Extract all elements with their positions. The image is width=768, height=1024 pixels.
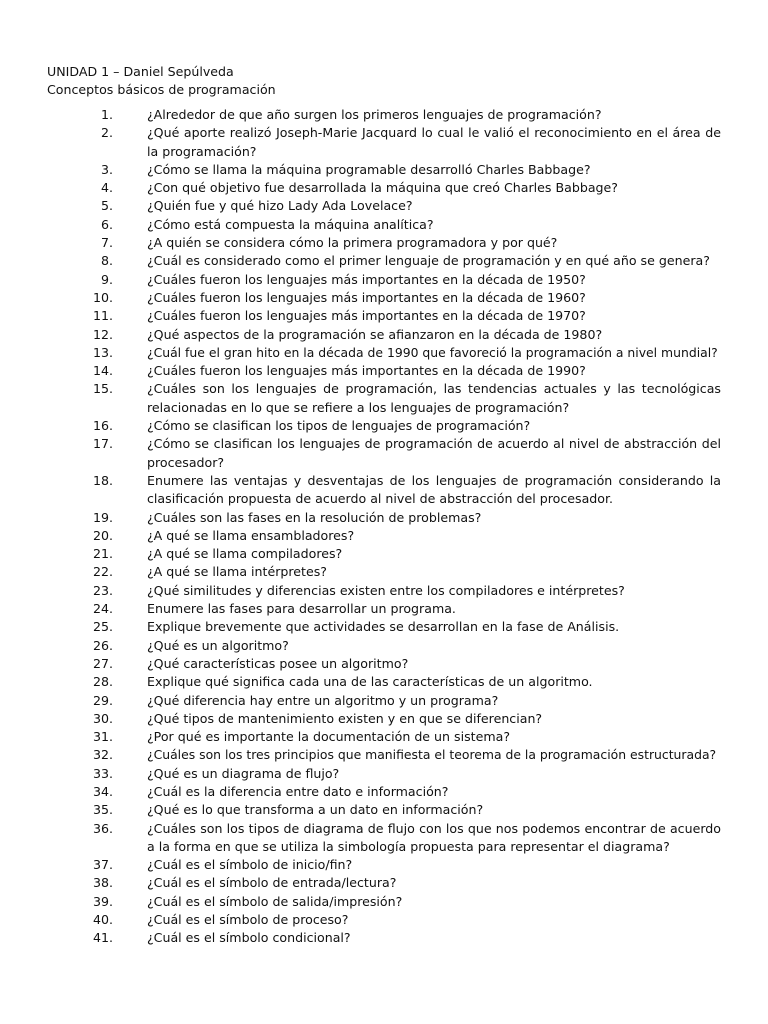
question-number: 23. <box>92 582 113 598</box>
question-item <box>47 179 721 197</box>
question-item <box>47 161 721 179</box>
question-text: ¿Qué características posee un algoritmo? <box>147 655 409 671</box>
question-number-gap <box>114 509 147 527</box>
document-subtitle: Conceptos básicos de programación <box>47 82 276 98</box>
question-number-gap <box>114 746 147 764</box>
question-item <box>47 710 721 728</box>
question-number: 11. <box>92 308 113 324</box>
question-item <box>47 271 721 289</box>
question-text: ¿Cuál es el símbolo de inicio/fin? <box>147 857 353 873</box>
question-number-gap <box>114 582 147 600</box>
question-number: 13. <box>92 344 113 360</box>
question-item <box>47 673 721 691</box>
question-number-gap <box>114 692 147 710</box>
question-number-gap <box>114 216 147 234</box>
question-text: Explique qué significa cada una de las características de un algoritmo. <box>147 674 593 690</box>
question-number: 38. <box>92 875 113 891</box>
question-number: 40. <box>92 912 113 928</box>
question-text: ¿Qué es un diagrama de flujo? <box>147 765 340 781</box>
question-number-gap <box>114 179 147 197</box>
question-number-gap <box>114 874 147 892</box>
question-number: 37. <box>92 857 113 873</box>
question-text: ¿Qué similitudes y diferencias existen entre los compiladores e intérpretes? <box>147 582 625 598</box>
question-number: 34. <box>92 783 113 799</box>
question-number: 31. <box>92 729 113 745</box>
question-item <box>47 252 721 270</box>
question-number-gap <box>114 161 147 179</box>
question-text: ¿Cómo se llama la máquina programable desarrolló Charles Babbage? <box>147 161 591 177</box>
question-number: 24. <box>92 601 113 617</box>
question-number: 27. <box>92 655 113 671</box>
question-item <box>47 380 721 417</box>
question-number-gap <box>114 618 147 636</box>
question-text: ¿Cuál fue el gran hito en la década de 1990 que favoreció la programación a nivel mundial? <box>147 344 718 360</box>
question-number-gap <box>114 307 147 325</box>
question-item <box>47 893 721 911</box>
question-number-gap <box>114 637 147 655</box>
question-number: 26. <box>92 637 113 653</box>
question-number-gap <box>114 545 147 563</box>
question-text: ¿Qué aporte realizó Joseph-Marie Jacquard lo cual le valió el reconocimiento en el área de la programación? <box>147 125 721 159</box>
question-item <box>47 563 721 581</box>
question-item <box>47 124 721 161</box>
question-text: ¿Alrededor de que año surgen los primeros lenguajes de programación? <box>147 107 602 122</box>
question-number: 2. <box>100 125 113 141</box>
document-header <box>47 63 727 100</box>
question-item <box>47 362 721 380</box>
question-number: 4. <box>100 180 113 196</box>
question-number: 14. <box>92 363 113 379</box>
question-number: 3. <box>100 161 113 177</box>
question-item <box>47 545 721 563</box>
question-number-gap <box>114 124 147 161</box>
question-item <box>47 929 721 947</box>
question-number-gap <box>114 362 147 380</box>
question-number-gap <box>114 527 147 545</box>
question-item <box>47 326 721 344</box>
question-text: ¿Cómo se clasifican los lenguajes de programación de acuerdo al nivel de abstracción del procesador? <box>147 436 721 470</box>
question-number: 29. <box>92 692 113 708</box>
question-item <box>47 600 721 618</box>
question-number: 41. <box>92 930 113 946</box>
question-number-gap <box>114 929 147 947</box>
question-number-gap <box>114 563 147 581</box>
question-item <box>47 856 721 874</box>
question-number: 9. <box>100 271 113 287</box>
question-text: ¿Qué tipos de mantenimiento existen y en que se diferencian? <box>147 710 543 726</box>
question-number-gap <box>114 326 147 344</box>
question-text: ¿Con qué objetivo fue desarrollada la máquina que creó Charles Babbage? <box>147 180 618 196</box>
question-number: 20. <box>92 527 113 543</box>
question-item <box>47 655 721 673</box>
question-number: 32. <box>92 747 113 763</box>
question-number-gap <box>114 289 147 307</box>
question-item <box>47 289 721 307</box>
question-text: Enumere las ventajas y desventajas de los lenguajes de programación considerando la clasificación propuesta de acuerdo al nivel de abstracción del procesador. <box>147 472 721 507</box>
question-number: 39. <box>92 893 113 909</box>
question-item <box>47 618 721 636</box>
question-item <box>47 435 721 472</box>
question-text: ¿Cuáles son las fases en la resolución de problemas? <box>147 509 482 525</box>
question-text: ¿A qué se llama compiladores? <box>147 546 343 562</box>
question-number-gap <box>114 911 147 929</box>
question-number: 17. <box>92 436 113 452</box>
question-number: 22. <box>92 564 113 580</box>
question-number-gap <box>114 820 147 857</box>
question-item <box>47 820 721 857</box>
question-item <box>47 307 721 325</box>
question-number-gap <box>114 801 147 819</box>
question-number-gap <box>114 417 147 435</box>
question-text: ¿A qué se llama intérpretes? <box>147 564 327 580</box>
question-item <box>47 728 721 746</box>
question-item <box>47 692 721 710</box>
question-text: ¿Qué es lo que transforma a un dato en información? <box>147 802 484 818</box>
question-number-gap <box>114 673 147 691</box>
question-number-gap <box>114 472 147 509</box>
question-number-gap <box>114 783 147 801</box>
question-text: ¿Cuál es el símbolo de salida/impresión? <box>147 893 403 909</box>
question-text: ¿Cómo está compuesta la máquina analítica? <box>147 216 434 232</box>
question-item <box>47 216 721 234</box>
question-number: 1. <box>100 107 113 122</box>
question-text: ¿Cuál es el símbolo condicional? <box>147 930 351 946</box>
question-text: ¿Cuáles fueron los lenguajes más importantes en la década de 1990? <box>147 363 586 379</box>
question-item <box>47 637 721 655</box>
question-item <box>47 472 721 509</box>
question-text: ¿Cuáles son los tipos de diagrama de flujo con los que nos podemos encontrar de acuerdo a la forma en que se utiliza la simbología propuesta para representar el diagrama? <box>147 820 721 854</box>
question-item <box>47 344 721 362</box>
question-number: 5. <box>100 198 113 214</box>
question-item <box>47 527 721 545</box>
question-number: 15. <box>92 381 113 397</box>
question-list <box>47 106 721 948</box>
question-number-gap <box>114 893 147 911</box>
question-item <box>47 582 721 600</box>
question-number-gap <box>114 655 147 673</box>
question-number-gap <box>114 728 147 746</box>
question-number-gap <box>114 435 147 472</box>
question-item <box>47 783 721 801</box>
question-number: 28. <box>92 674 113 690</box>
question-number-gap <box>114 856 147 874</box>
question-number: 10. <box>92 289 113 305</box>
question-number-gap <box>114 344 147 362</box>
question-number-gap <box>114 234 147 252</box>
question-number-gap <box>114 710 147 728</box>
question-number: 6. <box>100 216 113 232</box>
question-number: 36. <box>92 820 113 836</box>
question-number: 25. <box>92 619 113 635</box>
question-text: ¿Quién fue y qué hizo Lady Ada Lovelace? <box>147 198 413 214</box>
question-text: ¿Qué diferencia hay entre un algoritmo y un programa? <box>147 692 499 708</box>
question-item <box>47 234 721 252</box>
question-number-gap <box>114 106 147 124</box>
question-text: ¿A quién se considera cómo la primera programadora y por qué? <box>147 235 558 251</box>
question-number: 30. <box>92 710 113 726</box>
question-number: 21. <box>92 546 113 562</box>
question-number: 7. <box>100 235 113 251</box>
question-text: Enumere las fases para desarrollar un programa. <box>147 601 456 617</box>
question-text: ¿Cuál es considerado como el primer lenguaje de programación y en qué año se genera? <box>147 253 710 269</box>
question-item <box>47 911 721 929</box>
question-number: 18. <box>92 472 113 488</box>
question-item <box>47 801 721 819</box>
question-item <box>47 765 721 783</box>
question-number: 12. <box>92 326 113 342</box>
question-text: Explique brevemente que actividades se desarrollan en la fase de Análisis. <box>147 619 620 635</box>
question-text: ¿Cuál es el símbolo de proceso? <box>147 912 349 928</box>
question-item <box>47 874 721 892</box>
question-text: ¿Cuáles son los tres principios que manifiesta el teorema de la programación estructurada? <box>147 747 717 763</box>
question-number: 8. <box>100 253 113 269</box>
question-text: ¿Cuáles fueron los lenguajes más importantes en la década de 1970? <box>147 308 586 324</box>
question-text: ¿Qué aspectos de la programación se afianzaron en la década de 1980? <box>147 326 603 342</box>
question-text: ¿Cuál es el símbolo de entrada/lectura? <box>147 875 397 891</box>
question-text: ¿Cuál es la diferencia entre dato e información? <box>147 783 449 799</box>
question-number-gap <box>114 380 147 417</box>
question-number: 16. <box>92 418 113 434</box>
question-item <box>47 509 721 527</box>
question-item <box>47 106 721 124</box>
question-number-gap <box>114 197 147 215</box>
question-number-gap <box>114 765 147 783</box>
question-number: 35. <box>92 802 113 818</box>
question-number-gap <box>114 252 147 270</box>
question-number-gap <box>114 600 147 618</box>
question-item <box>47 746 721 764</box>
question-text: ¿Por qué es importante la documentación de un sistema? <box>147 729 511 745</box>
question-text: ¿Cuáles fueron los lenguajes más importantes en la década de 1960? <box>147 289 586 305</box>
question-number: 33. <box>92 765 113 781</box>
question-text: ¿Cuáles fueron los lenguajes más importantes en la década de 1950? <box>147 271 586 287</box>
question-number: 19. <box>92 509 113 525</box>
question-item <box>47 197 721 215</box>
question-text: ¿A qué se llama ensambladores? <box>147 527 355 543</box>
question-text: ¿Cómo se clasifican los tipos de lenguajes de programación? <box>147 418 531 434</box>
question-text: ¿Qué es un algoritmo? <box>147 637 289 653</box>
question-text: ¿Cuáles son los lenguajes de programación, las tendencias actuales y las tecnológicas relacionadas en lo que se refiere a los lenguajes de programación? <box>147 381 721 415</box>
question-number-gap <box>114 271 147 289</box>
document-title: UNIDAD 1 – Daniel Sepúlveda <box>47 64 234 79</box>
question-item <box>47 417 721 435</box>
